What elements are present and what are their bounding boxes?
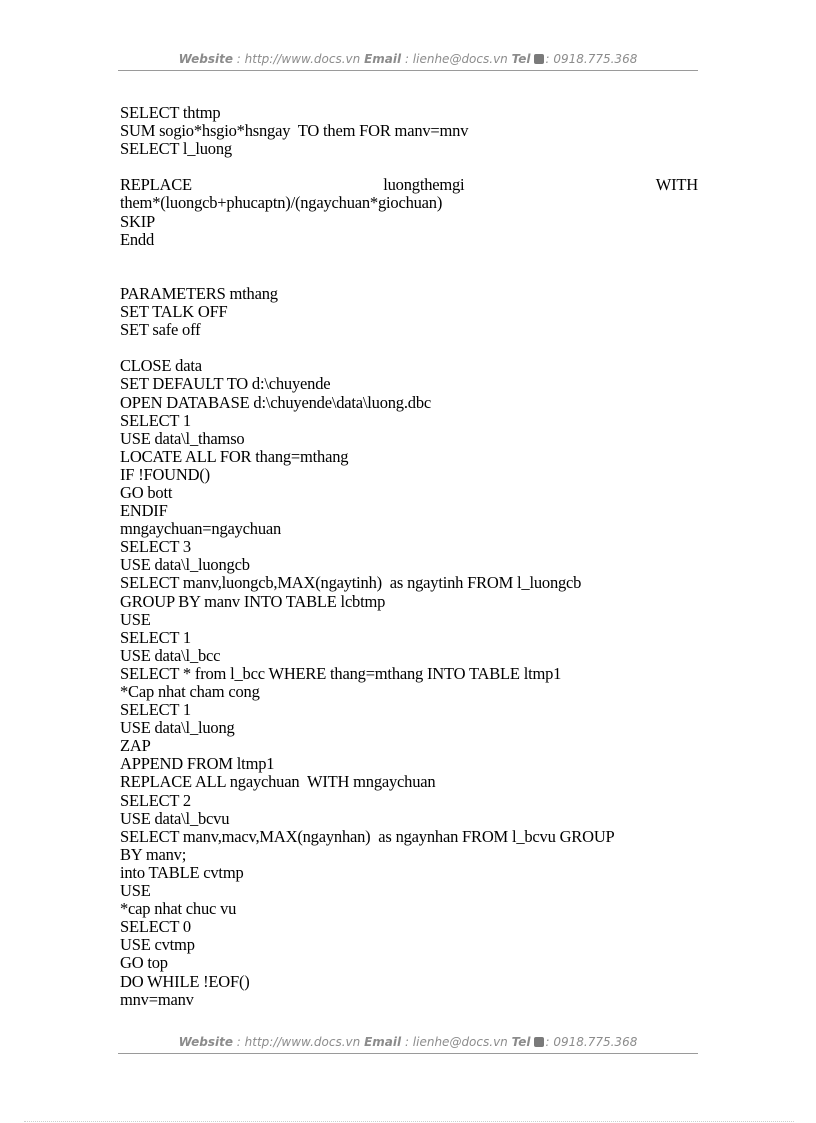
code-line: SELECT 1 <box>120 700 191 720</box>
code-line: PARAMETERS mthang <box>120 283 278 303</box>
code-line: GO top <box>120 953 168 973</box>
code-line: REPLACE ALL ngaychuan WITH mngaychuan <box>120 772 436 792</box>
code-line: GROUP BY manv INTO TABLE lcbtmp <box>120 591 386 611</box>
code-line: into TABLE cvtmp <box>120 862 244 882</box>
code-line: SELECT 3 <box>120 537 191 557</box>
code-line: SET safe off <box>120 320 201 340</box>
code-line: mnv=manv <box>120 989 194 1009</box>
code-line: mngaychuan=ngaychuan <box>120 519 282 539</box>
code-line: SUM sogio*hsgio*hsngay TO them FOR manv=mnv <box>120 121 469 141</box>
code-line: SELECT 1 <box>120 627 191 647</box>
header-email-link[interactable]: : lienhe@docs.vn <box>404 52 508 66</box>
page-header <box>118 52 698 66</box>
code-line: USE data\l_bcvu <box>120 808 230 828</box>
code-line: USE data\l_bcc <box>120 645 221 665</box>
footer-website-label: Website <box>178 1035 233 1049</box>
code-line: USE data\l_luongcb <box>120 555 250 575</box>
code-line: them*(luongcb+phucaptn)/(ngaychuan*giochuan) <box>120 193 443 213</box>
header-tel-label: Tel <box>511 52 531 66</box>
code-line: USE <box>120 609 151 629</box>
code-line: SKIP <box>120 211 155 231</box>
footer-website-link[interactable]: : http://www.docs.vn <box>236 1035 361 1049</box>
blank-line <box>120 249 698 267</box>
footer-email-label: Email <box>364 1035 402 1049</box>
blank-line <box>120 158 698 176</box>
header-email-label: Email <box>364 52 402 66</box>
page-bottom-divider <box>24 1121 794 1122</box>
phone-icon <box>534 54 544 64</box>
code-line: ENDIF <box>120 501 168 521</box>
code-line: DO WHILE !EOF() <box>120 971 250 991</box>
footer-tel-label: Tel <box>511 1035 531 1049</box>
code-line: IF !FOUND() <box>120 464 210 484</box>
code-line: *cap nhat chuc vu <box>120 899 237 919</box>
code-word: luongthemgi <box>383 175 465 195</box>
code-line: SET DEFAULT TO d:\chuyende <box>120 374 331 394</box>
code-line: APPEND FROM ltmp1 <box>120 754 275 774</box>
blank-line <box>120 339 698 357</box>
code-line: *Cap nhat cham cong <box>120 682 260 701</box>
code-word: REPLACE <box>120 175 192 195</box>
code-line: SELECT 1 <box>120 410 191 430</box>
code-line: LOCATE ALL FOR thang=mthang <box>120 446 349 466</box>
footer-email-link[interactable]: : lienhe@docs.vn <box>404 1035 508 1049</box>
code-line: USE data\l_luong <box>120 718 235 738</box>
code-line: SELECT * from l_bcc WHERE thang=mthang INTO TABLE ltmp1 <box>120 663 562 683</box>
code-listing <box>120 104 698 1009</box>
header-tel-value: : 0918.775.368 <box>545 52 638 66</box>
code-line: SELECT 2 <box>120 790 191 810</box>
footer-rule <box>118 1053 698 1054</box>
header-website-label: Website <box>178 52 233 66</box>
code-line: CLOSE data <box>120 356 202 376</box>
code-line: USE cvtmp <box>120 935 195 955</box>
code-line: SELECT l_luong <box>120 139 232 159</box>
page-footer <box>118 1035 698 1049</box>
code-line: ZAP <box>120 736 151 756</box>
code-line: USE data\l_thamso <box>120 428 245 448</box>
code-word: WITH <box>655 175 698 195</box>
code-line: OPEN DATABASE d:\chuyende\data\luong.dbc <box>120 392 432 412</box>
header-rule <box>118 70 698 71</box>
code-line: BY manv; <box>120 844 187 864</box>
code-line: SELECT thtmp <box>120 103 221 122</box>
code-line: USE <box>120 881 151 901</box>
code-line: GO bott <box>120 482 173 502</box>
phone-icon <box>534 1037 544 1047</box>
code-line: SELECT manv,luongcb,MAX(ngaytinh) as ngaytinh FROM l_luongcb <box>120 573 582 593</box>
code-line: Endd <box>120 229 155 249</box>
header-website-link[interactable]: : http://www.docs.vn <box>236 52 361 66</box>
code-line: SET TALK OFF <box>120 302 228 322</box>
blank-line <box>120 267 698 285</box>
code-line-justified <box>120 176 698 194</box>
footer-tel-value: : 0918.775.368 <box>545 1035 638 1049</box>
code-line: SELECT manv,macv,MAX(ngaynhan) as ngaynhan FROM l_bcvu GROUP <box>120 826 615 846</box>
code-line: SELECT 0 <box>120 917 191 937</box>
